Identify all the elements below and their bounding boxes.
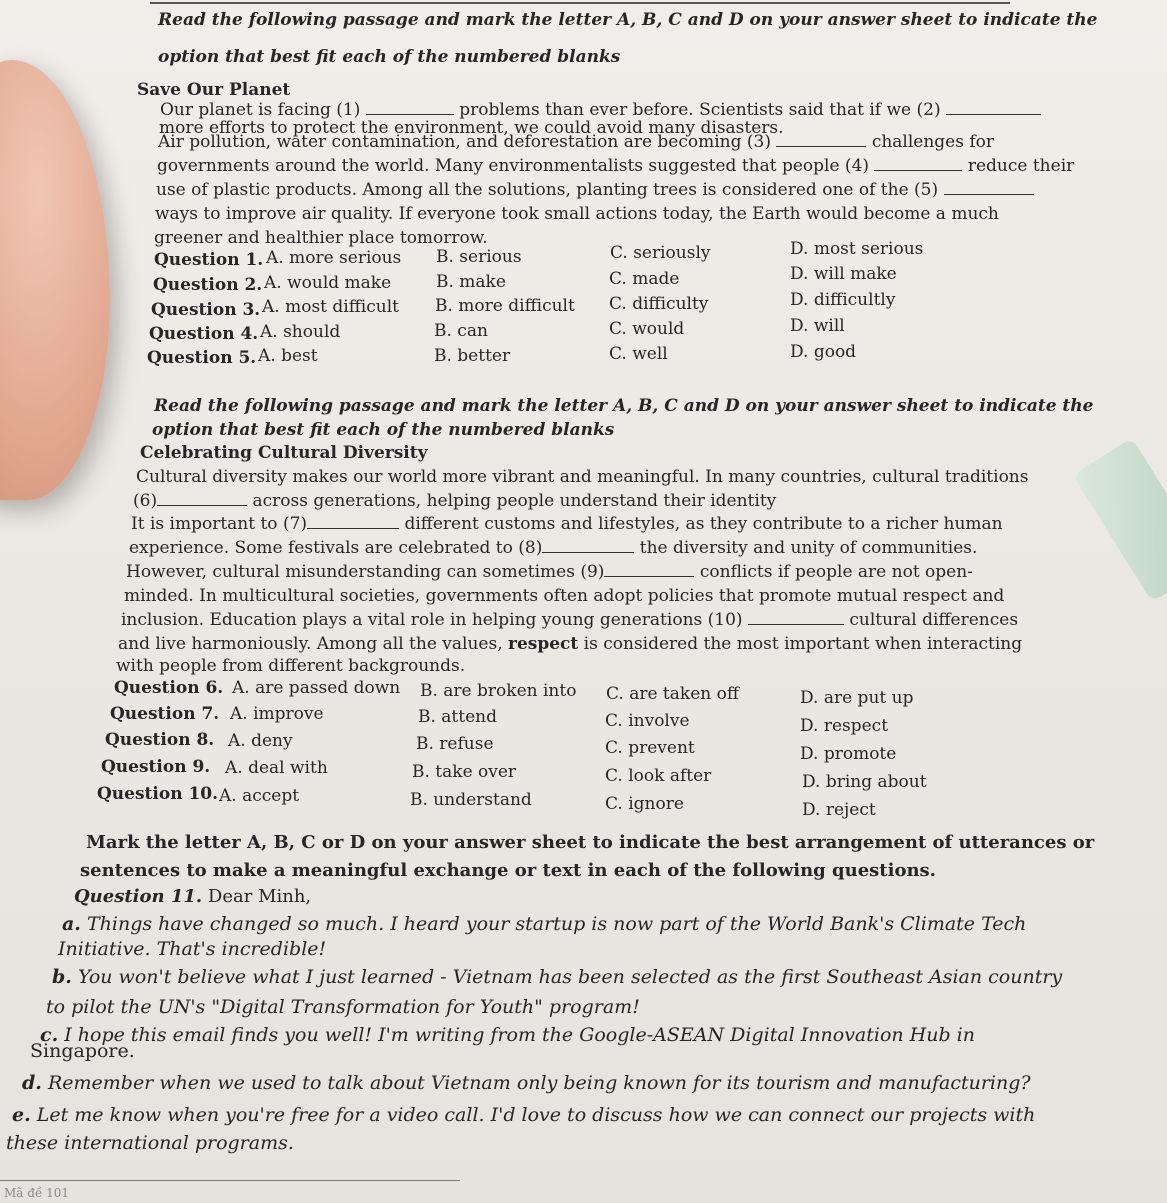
option-d[interactable]: D. will xyxy=(790,316,845,336)
passage2-line: inclusion. Education plays a vital role in helping young generations (10) cultural differences xyxy=(121,610,1019,630)
arrangement-item-b: b. You won't believe what I just learned - Vietnam has been selected as the first Southeast Asian country xyxy=(52,966,1063,988)
option-d[interactable]: D. most serious xyxy=(790,239,924,259)
option-c[interactable]: C. are taken off xyxy=(606,684,739,704)
section1-title: Save Our Planet xyxy=(137,80,291,100)
passage1-line: greener and healthier place tomorrow. xyxy=(154,228,488,248)
section3-instruction-cont: sentences to make a meaningful exchange or text in each of the following questions. xyxy=(80,860,936,881)
top-rule xyxy=(150,2,1010,4)
option-c[interactable]: C. involve xyxy=(605,711,690,731)
bottom-rule xyxy=(0,1180,460,1181)
section1-instruction: Read the following passage and mark the letter A, B, C and D on your answer sheet to indicate the xyxy=(158,10,1098,30)
section2-instruction: Read the following passage and mark the letter A, B, C and D on your answer sheet to indicate the xyxy=(154,396,1094,416)
arrangement-item-b-cont: to pilot the UN's "Digital Transformation for Youth" program! xyxy=(46,996,640,1018)
passage1-line: ways to improve air quality. If everyone took small actions today, the Earth would become a much xyxy=(155,204,999,224)
question-11-header: Question 11. Dear Minh, xyxy=(74,886,312,907)
option-b[interactable]: B. serious xyxy=(436,247,522,267)
option-a[interactable]: A. improve xyxy=(230,704,324,724)
option-b[interactable]: B. understand xyxy=(410,790,532,810)
option-a[interactable]: A. best xyxy=(258,346,318,366)
passage2-line: Cultural diversity makes our world more vibrant and meaningful. In many countries, cultural traditions xyxy=(136,467,1029,487)
option-b[interactable]: B. are broken into xyxy=(420,681,577,701)
option-c[interactable]: C. seriously xyxy=(610,243,711,263)
option-b[interactable]: B. more difficult xyxy=(435,296,575,316)
passage1-line: more efforts to protect the environment, we could avoid many disasters. xyxy=(159,118,784,138)
passage2-line: minded. In multicultural societies, governments often adopt policies that promote mutual respect and xyxy=(124,586,1005,606)
option-c[interactable]: C. would xyxy=(609,319,685,339)
passage2-line: and live harmoniously. Among all the values, respect is considered the most important when interacting xyxy=(118,634,1023,654)
option-c[interactable]: C. well xyxy=(609,344,668,364)
option-d[interactable]: D. good xyxy=(790,342,857,362)
section2-instruction-cont: option that best fit each of the numbered blanks xyxy=(152,420,615,440)
blank-8 xyxy=(542,540,634,553)
passage2-line: However, cultural misunderstanding can sometimes (9) conflicts if people are not open- xyxy=(126,562,973,582)
option-d[interactable]: D. bring about xyxy=(802,772,927,792)
blank-5 xyxy=(944,182,1034,195)
blank-1 xyxy=(366,102,454,115)
question-row: Question 4. xyxy=(149,324,259,344)
option-a[interactable]: A. most difficult xyxy=(262,297,399,317)
option-a[interactable]: A. accept xyxy=(219,786,300,806)
option-d[interactable]: D. will make xyxy=(790,264,897,284)
option-b[interactable]: B. make xyxy=(436,272,506,292)
passage2-line: with people from different backgrounds. xyxy=(116,656,466,676)
blank-10 xyxy=(748,612,844,625)
option-a[interactable]: A. would make xyxy=(264,273,392,293)
arrangement-item-e-cont: these international programs. xyxy=(6,1132,294,1154)
section2-title: Celebrating Cultural Diversity xyxy=(140,443,428,463)
section1-instruction-cont: option that best fit each of the numbered blanks xyxy=(158,47,621,67)
arrangement-item-c-cont: Singapore. xyxy=(30,1040,135,1062)
option-a[interactable]: A. are passed down xyxy=(232,678,401,698)
passage1-line: Air pollution, water contamination, and deforestation are becoming (3) challenges for xyxy=(158,132,995,152)
option-b[interactable]: B. better xyxy=(434,346,511,366)
blank-7 xyxy=(307,516,399,529)
passage1-line: Our planet is facing (1) problems than ever before. Scientists said that if we (2) xyxy=(160,100,1041,120)
exam-code: Mã đề 101 xyxy=(4,1186,70,1200)
arrangement-item-a-cont: Initiative. That's incredible! xyxy=(58,938,327,960)
arrangement-item-a: a. Things have changed so much. I heard your startup is now part of the World Bank's Climate Tech xyxy=(62,913,1027,935)
question-row: Question 2. xyxy=(153,275,263,295)
arrangement-item-c: c. I hope this email finds you well! I'm writing from the Google-ASEAN Digital Innovation Hub in xyxy=(40,1024,976,1046)
question-row: Question 10. xyxy=(97,784,219,804)
blank-6 xyxy=(157,493,247,506)
option-b[interactable]: B. refuse xyxy=(416,734,494,754)
arrangement-item-d: d. Remember when we used to talk about Vietnam only being known for its tourism and manufacturing? xyxy=(22,1072,1031,1094)
option-c[interactable]: C. difficulty xyxy=(609,294,709,314)
question-row: Question 3. xyxy=(151,300,261,320)
option-a[interactable]: A. more serious xyxy=(266,248,402,268)
option-d[interactable]: D. reject xyxy=(802,800,876,820)
blank-3 xyxy=(776,134,866,147)
option-b[interactable]: B. attend xyxy=(418,707,497,727)
question-row: Question 6. xyxy=(114,678,224,698)
question-row: Question 5. xyxy=(147,348,257,368)
option-c[interactable]: C. prevent xyxy=(605,738,695,758)
option-a[interactable]: A. deny xyxy=(228,731,293,751)
option-d[interactable]: D. difficultly xyxy=(790,290,896,310)
question-row: Question 9. xyxy=(101,757,211,777)
option-a[interactable]: A. deal with xyxy=(225,758,328,778)
option-c[interactable]: C. made xyxy=(609,269,680,289)
section3-instruction: Mark the letter A, B, C or D on your answer sheet to indicate the best arrangement of utterances or xyxy=(86,832,1095,853)
passage1-line: use of plastic products. Among all the solutions, planting trees is considered one of the (5) xyxy=(156,180,1034,200)
option-a[interactable]: A. should xyxy=(260,322,341,342)
option-d[interactable]: D. promote xyxy=(800,744,897,764)
option-d[interactable]: D. respect xyxy=(800,716,889,736)
question-row: Question 8. xyxy=(105,730,215,750)
passage2-line: It is important to (7) different customs and lifestyles, as they contribute to a richer human xyxy=(131,514,1003,534)
question-row: Question 7. xyxy=(110,704,220,724)
option-b[interactable]: B. take over xyxy=(412,762,517,782)
passage1-line: governments around the world. Many environmentalists suggested that people (4) reduce their xyxy=(157,156,1075,176)
passage2-line: (6) across generations, helping people understand their identity xyxy=(133,491,777,511)
option-c[interactable]: C. ignore xyxy=(605,794,684,814)
blank-2 xyxy=(946,102,1041,115)
blank-9 xyxy=(604,564,694,577)
option-d[interactable]: D. are put up xyxy=(800,688,914,708)
passage2-line: experience. Some festivals are celebrated to (8) the diversity and unity of communities. xyxy=(129,538,978,558)
option-c[interactable]: C. look after xyxy=(605,766,712,786)
blank-4 xyxy=(874,158,962,171)
option-b[interactable]: B. can xyxy=(434,321,488,341)
question-row: Question 1. xyxy=(154,250,264,270)
arrangement-item-e: e. Let me know when you're free for a video call. I'd love to discuss how we can connect our projects with xyxy=(12,1104,1036,1126)
